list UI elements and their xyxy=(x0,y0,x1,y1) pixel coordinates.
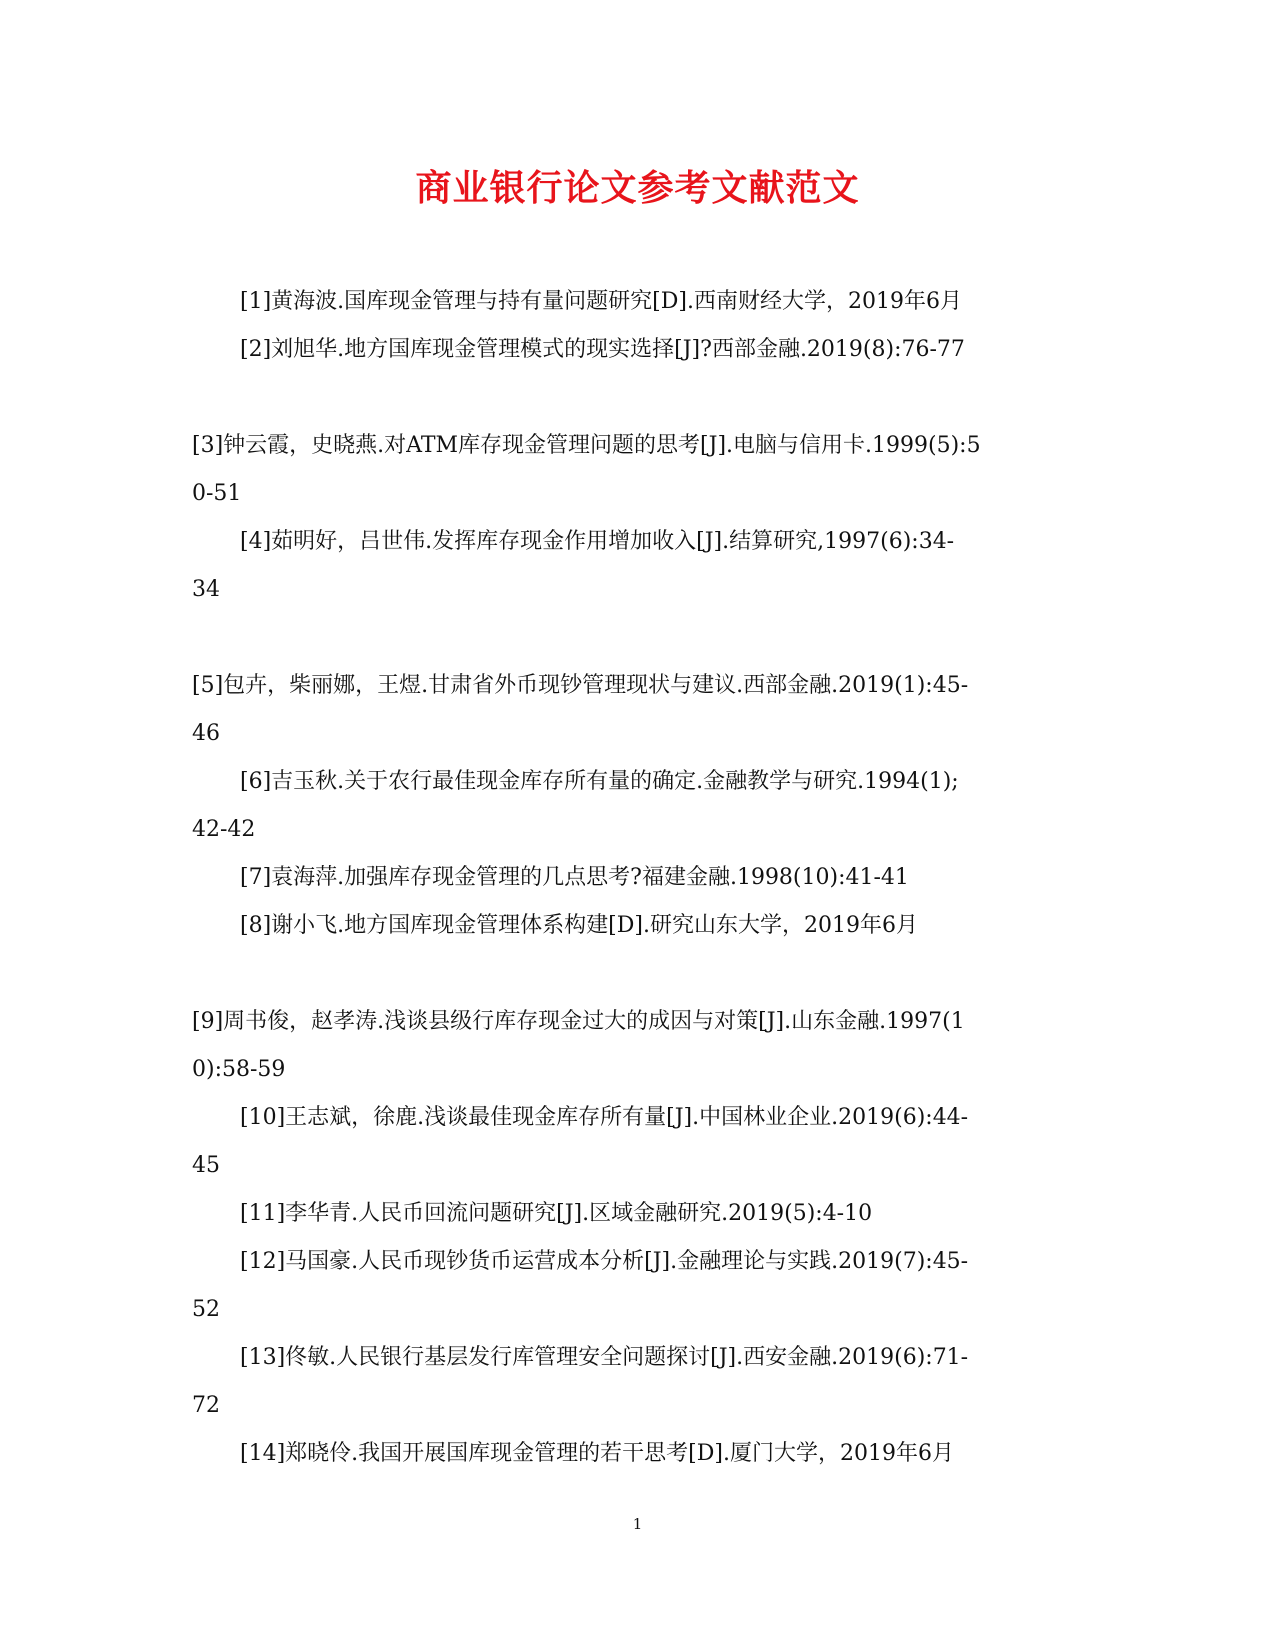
reference-list xyxy=(192,278,1072,1478)
reference-text: [7]袁海萍.加强库存现金管理的几点思考?福建金融.1998(10):41-41 xyxy=(240,865,909,890)
reference-text: [2]刘旭华.地方国库现金管理模式的现实选择[J]?西部金融.2019(8):76-77 xyxy=(240,337,965,362)
reference-item-2 xyxy=(192,326,1072,374)
reference-text: [8]谢小飞.地方国库现金管理体系构建[D].研究山东大学，2019年6月 xyxy=(240,913,918,938)
reference-item-8 xyxy=(192,902,1072,950)
reference-text: [6]吉玉秋.关于农行最佳现金库存所有量的确定.金融教学与研究.1994(1); xyxy=(240,769,959,794)
reference-text: [9]周书俊，赵孝涛.浅谈县级行库存现金过大的成因与对策[J].山东金融.1997(1 xyxy=(192,1009,965,1034)
reference-text-continued: 52 xyxy=(192,1297,220,1322)
reference-item-13 xyxy=(192,1334,1072,1430)
reference-text-continued: 0-51 xyxy=(192,481,242,506)
page-number: 1 xyxy=(632,1515,643,1533)
reference-item-12 xyxy=(192,1238,1072,1334)
reference-text: [11]李华青.人民币回流问题研究[J].区域金融研究.2019(5):4-10 xyxy=(240,1201,873,1226)
reference-text: [3]钟云霞，史晓燕.对ATM库存现金管理问题的思考[J].电脑与信用卡.1999(5):5 xyxy=(192,433,981,458)
reference-text: [10]王志斌，徐鹿.浅谈最佳现金库存所有量[J].中国林业企业.2019(6):44- xyxy=(240,1105,969,1130)
reference-item-14 xyxy=(192,1430,1072,1478)
reference-item-6 xyxy=(192,758,1072,854)
reference-item-9 xyxy=(192,998,1072,1094)
reference-text: [4]茹明好，吕世伟.发挥库存现金作用增加收入[J].结算研究,1997(6):34- xyxy=(240,529,955,554)
reference-text-continued: 45 xyxy=(192,1153,220,1178)
reference-text: [14]郑晓伶.我国开展国库现金管理的若干思考[D].厦门大学，2019年6月 xyxy=(240,1441,954,1466)
reference-text-continued: 34 xyxy=(192,577,220,602)
reference-item-10 xyxy=(192,1094,1072,1190)
reference-item-11 xyxy=(192,1190,1072,1238)
reference-text: [5]包卉，柴丽娜，王煜.甘肃省外币现钞管理现状与建议.西部金融.2019(1):45- xyxy=(192,673,969,698)
reference-text-continued: 72 xyxy=(192,1393,220,1418)
reference-item-1 xyxy=(192,278,1072,326)
reference-item-4 xyxy=(192,518,1072,614)
reference-text: [12]马国豪.人民币现钞货币运营成本分析[J].金融理论与实践.2019(7):45- xyxy=(240,1249,969,1274)
reference-text: [13]佟敏.人民银行基层发行库管理安全问题探讨[J].西安金融.2019(6):71- xyxy=(240,1345,969,1370)
reference-text-continued: 0):58-59 xyxy=(192,1057,286,1082)
reference-text: [1]黄海波.国库现金管理与持有量问题研究[D].西南财经大学，2019年6月 xyxy=(240,289,962,314)
reference-text-continued: 46 xyxy=(192,721,220,746)
document-title: 商业银行论文参考文献范文 xyxy=(415,167,860,209)
reference-item-5 xyxy=(192,662,1072,758)
reference-item-7 xyxy=(192,854,1072,902)
reference-text-continued: 42-42 xyxy=(192,817,256,842)
reference-item-3 xyxy=(192,422,1072,518)
